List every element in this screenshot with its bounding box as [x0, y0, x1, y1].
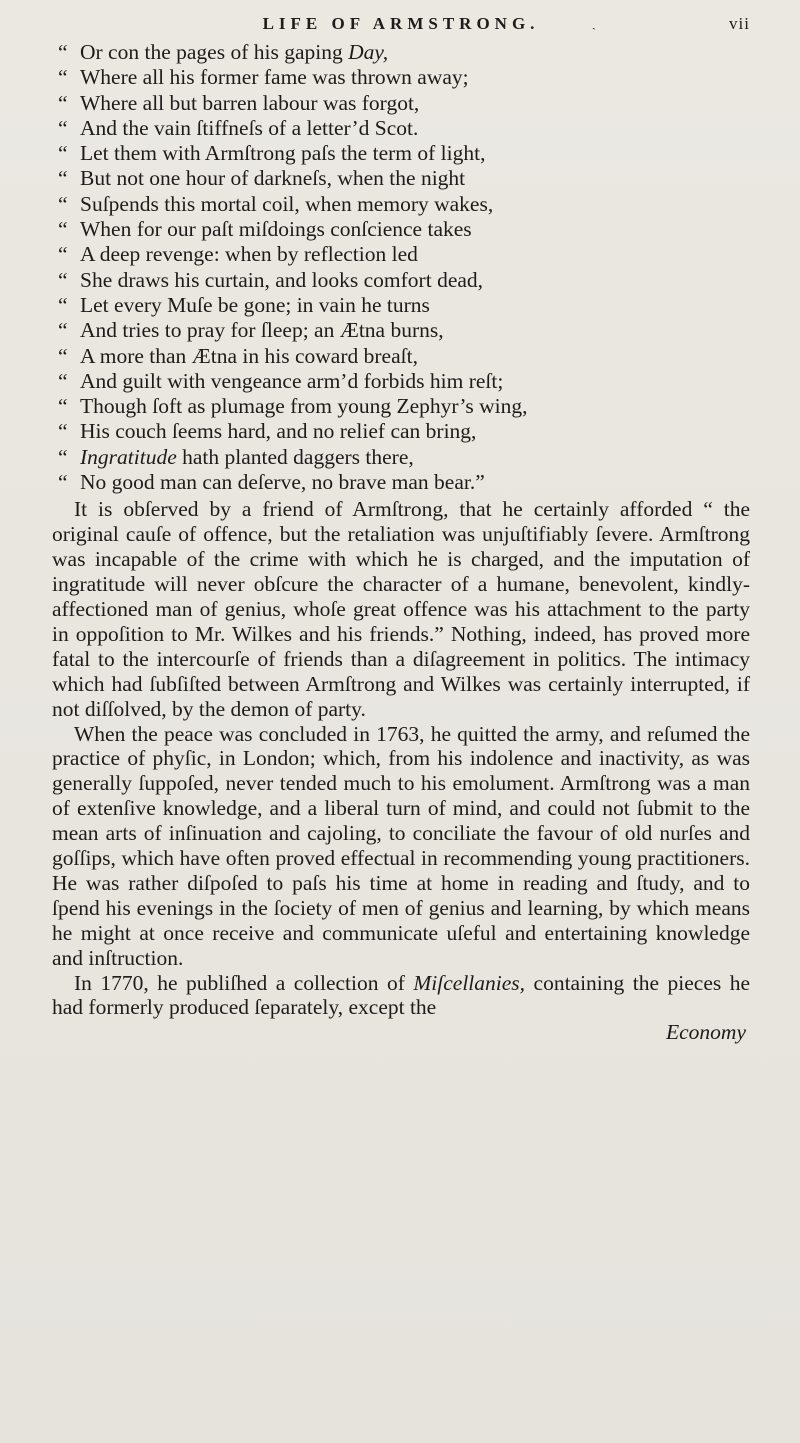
- poem-line: “ Ingratitude hath planted daggers there,: [58, 444, 414, 469]
- poem-line: “ But not one hour of darkneſs, when the night: [58, 166, 466, 191]
- poem-line: “ Suſpends this mortal coil, when memory wakes,: [58, 191, 494, 216]
- poem-line: “ His couch ſeems hard, and no relief can bring,: [58, 419, 477, 444]
- page-number: vii: [729, 14, 750, 33]
- poem-line: “ And the vain ſtiffneſs of a letter’d Scot.: [58, 115, 419, 140]
- poem-line: “ A more than Ætna in his coward breaſt,: [58, 343, 418, 368]
- poem-line: “ Though ſoft as plumage from young Zephyr’s wing,: [58, 394, 528, 419]
- poem-line: “ Where all but barren labour was forgot,: [58, 90, 420, 115]
- poem-line: “ Or con the pages of his gaping Day,: [58, 40, 389, 64]
- printer-mark: ˎ: [592, 18, 596, 30]
- running-title: LIFE OF ARMSTRONG.: [262, 14, 540, 33]
- poem-line: “ No good man can deſerve, no brave man bear.”: [58, 470, 485, 495]
- poem-line: “ Where all his former fame was thrown away;: [58, 65, 469, 90]
- poem-line: “ Let them with Armſtrong paſs the term of light,: [58, 141, 486, 166]
- poem-line: “ Let every Muſe be gone; in vain he turns: [58, 292, 430, 317]
- page-header: [52, 14, 750, 40]
- paragraph-peace-1763: When the peace was concluded in 1763, he quitted the army, and reſumed the practice of phyſic, in London; which, from his indolence and inactivity, as was generally ſuppoſed, never tended much to his emolument. Armſtrong was a man of extenſive knowledge, and a liberal turn of mind, and could not ſubmit to the mean arts of inſinuation and cajoling, to conciliate the favour of old nurſes and goſſips, which have often proved effectual in recommending young practitioners. He was rather diſpoſed to paſs his time at home in reading and ſtudy, and to ſpend his evenings in the ſociety of men of genius and learning, by which means he might at once receive and communicate uſeful and entertaining knowledge and inſtruction.: [52, 721, 750, 970]
- poem-line: “ And tries to pray for ſleep; an Ætna burns,: [58, 318, 444, 343]
- poem-line: “ When for our paſt miſdoings conſcience takes: [58, 217, 472, 242]
- poem-line: “ A deep revenge: when by reflection led: [58, 242, 418, 267]
- paragraph-miscellanies-1770: In 1770, he publiſhed a collection of Miſcellanies, containing the pieces he had formerly produced ſeparately, except the: [52, 970, 751, 1020]
- catchword: Economy: [666, 1020, 746, 1045]
- poem-line: “ And guilt with vengeance arm’d forbids him reſt;: [58, 368, 504, 393]
- italic-title: Miſcellanies,: [413, 970, 526, 995]
- quoted-poem: [52, 40, 750, 495]
- poem-line: “ She draws his curtain, and looks comfort dead,: [58, 267, 484, 292]
- italic-word: Day,: [348, 40, 389, 64]
- paragraph-obfervation: It is obſerved by a friend of Armſtrong, that he certainly afforded “ the original cauſe of offence, but the retaliation was unjuſtifiably ſevere. Armſtrong was incapable of the crime with which he is charged, and the imputation of ingratitude will never obſcure the character of a humane, benevolent, kindly-affectioned man of genius, whoſe great offence was his attachment to the party in oppoſition to Mr. Wilkes and his friends.” Nothing, indeed, has proved more fatal to the intercourſe of friends than a diſagreement in politics. The intimacy which had ſubſiſted between Armſtrong and Wilkes was certainly interrupted, if not diſſolved, by the demon of party.: [52, 497, 750, 721]
- italic-word: Ingratitude: [80, 444, 177, 469]
